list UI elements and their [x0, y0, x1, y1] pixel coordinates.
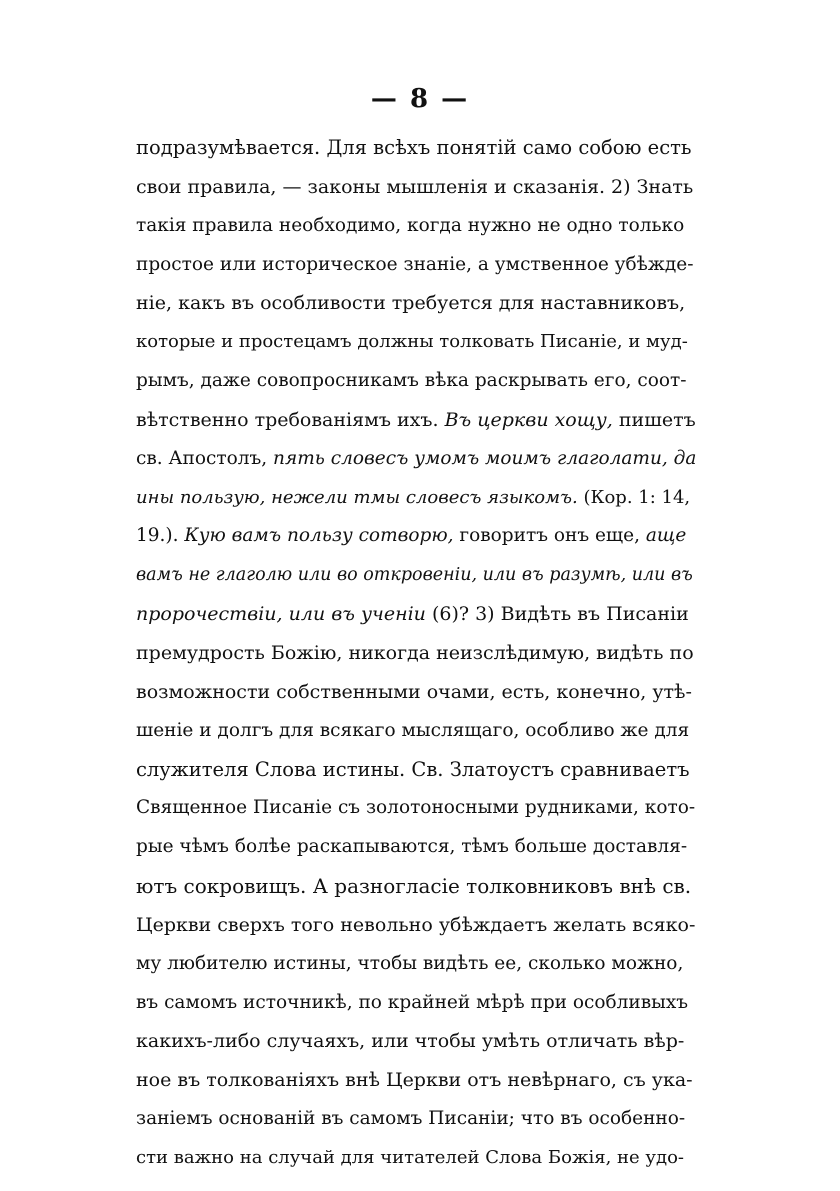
text-line	[136, 751, 696, 790]
italic-quote-segment: пророчествiи, или въ ученiи	[136, 603, 426, 626]
text-segment: свои правила, — законы мышленiя и сказанiя. 2) Знать	[136, 175, 694, 198]
text-line	[136, 1022, 696, 1061]
text-segment: (Кор. 1: 14,	[577, 486, 691, 508]
text-segment: подразумѣвается. Для всѣхъ понятiй само собою есть	[136, 136, 692, 159]
text-line	[136, 129, 696, 168]
text-line	[136, 556, 696, 595]
text-line	[136, 1139, 696, 1178]
text-line	[136, 323, 696, 362]
text-segment: вѣтственно требованiямъ ихъ.	[136, 408, 445, 431]
italic-quote-segment: пять словесъ умомъ моимъ глаголати, да	[273, 447, 697, 469]
text-segment: такiя правила необходимо, когда нужно не одно только	[136, 214, 685, 236]
text-line	[136, 595, 696, 634]
text-segment: Священное Писанiе съ золотоносными рудниками, кото-	[136, 797, 696, 819]
text-segment: Церкви сверхъ того невольно убѣждаетъ желать всяко-	[136, 913, 696, 936]
text-segment: пишетъ	[612, 408, 696, 431]
text-segment: му любителю истины, чтобы видѣть ее, сколько можно,	[136, 952, 684, 974]
text-segment: сти важно на случай для читателей Слова Божiя, не удо-	[136, 1146, 685, 1168]
text-line	[136, 712, 696, 751]
body-text	[136, 129, 696, 1178]
text-segment: ютъ сокровищъ. А разногласiе толковниковъ внѣ св.	[136, 874, 692, 899]
text-segment: занiемъ основанiй въ самомъ Писанiи; что въ особенно-	[136, 1108, 686, 1130]
text-line	[136, 246, 696, 285]
text-line	[136, 634, 696, 673]
text-segment: ное въ толкованiяхъ внѣ Церкви отъ невѣрнаго, съ ука-	[136, 1069, 693, 1092]
text-segment: нiе, какъ въ особливости требуется для наставниковъ,	[136, 292, 686, 315]
text-line	[136, 906, 696, 945]
text-line	[136, 401, 696, 440]
page-number: — 8 —	[370, 84, 470, 114]
text-segment: какихъ-либо случаяхъ, или чтобы умѣть отличать вѣр-	[136, 1030, 685, 1053]
text-line	[136, 207, 696, 246]
text-segment: въ самомъ источникѣ, по крайней мѣрѣ при особливыхъ	[136, 991, 689, 1013]
text-line	[136, 828, 696, 867]
text-segment: возможности собственными очами, есть, конечно, утѣ-	[136, 680, 692, 703]
text-line	[136, 945, 696, 984]
text-segment: которые и простецамъ должны толковать Писанiе, и муд-	[136, 331, 688, 353]
text-segment: служителя Слова истины. Св. Златоустъ сравниваетъ	[136, 757, 690, 781]
text-segment: шенiе и долгъ для всякаго мыслящаго, особливо же для	[136, 719, 690, 741]
text-line	[136, 984, 696, 1023]
italic-quote-segment: вамъ не глаголю или во откровенiи, или въ разумѣ, или въ	[136, 565, 693, 586]
text-segment: рымъ, даже совопросникамъ вѣка раскрывать его, соот-	[136, 370, 687, 392]
text-line	[136, 789, 696, 828]
text-segment: говоритъ онъ еще,	[453, 525, 646, 547]
italic-quote-segment: Въ церкви хощу,	[444, 408, 613, 431]
text-line	[136, 362, 696, 401]
text-segment: рые чѣмъ болѣе раскапываются, тѣмъ больше доставля-	[136, 836, 688, 858]
text-line	[136, 479, 696, 518]
text-line	[136, 517, 696, 556]
text-line	[136, 440, 696, 479]
text-segment: 19.).	[136, 525, 185, 547]
italic-quote-segment: ины пользую, нежели тмы словесъ языкомъ.	[136, 486, 578, 508]
italic-quote-segment: аще	[645, 525, 687, 547]
text-segment: простое или историческое знанiе, а умственное убѣжде-	[136, 253, 694, 275]
text-segment: премудрость Божiю, никогда неизслѣдимую, видѣть по	[136, 641, 694, 664]
text-segment: (6)? 3) Видѣть въ Писанiи	[425, 603, 689, 626]
text-line	[136, 673, 696, 712]
text-line	[136, 1061, 696, 1100]
text-line	[136, 168, 696, 207]
text-segment: св. Апостолъ,	[136, 447, 274, 469]
text-line	[136, 867, 696, 906]
text-line	[136, 1100, 696, 1139]
italic-quote-segment: Кую вамъ пользу сотворю,	[184, 525, 454, 547]
text-line	[136, 284, 696, 323]
